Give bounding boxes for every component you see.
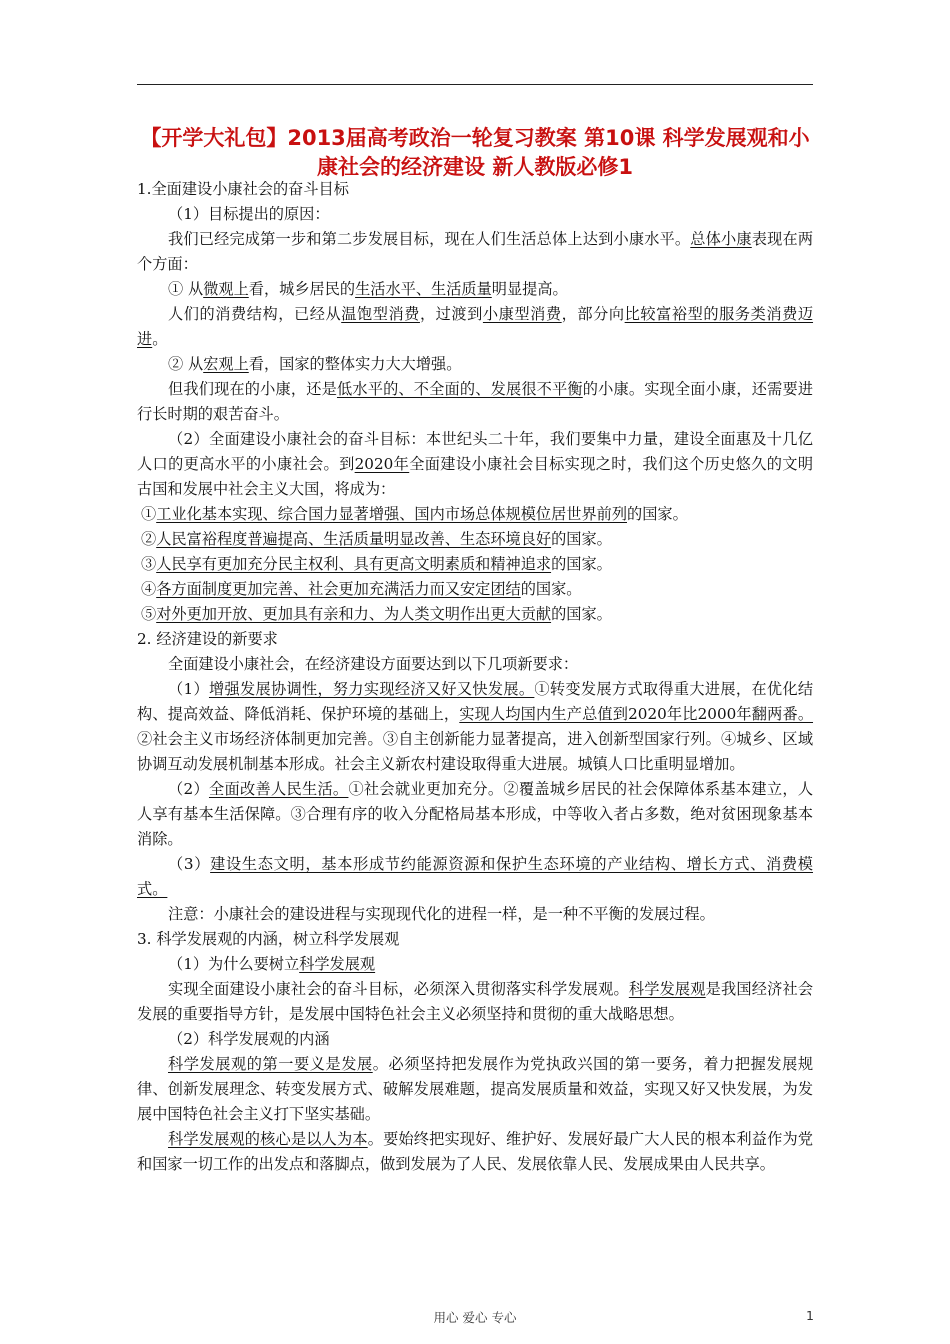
text-run: 表现在两个方面： (137, 230, 814, 273)
text-run: 的小康。实现全面小康，还需要进行长时期的艰苦奋斗。 (137, 380, 814, 423)
text-run: 。 (152, 330, 168, 348)
text-run: ② 从 (168, 355, 204, 373)
underlined-phrase: 全面改善人民生活。 (208, 780, 349, 798)
body-paragraph (137, 527, 813, 552)
underlined-phrase: 温饱型消费 (341, 305, 420, 323)
underlined-phrase: 建设生态文明，基本形成节约能源资源和保护生态环境的产业结构、增长方式、消费模式。 (137, 855, 813, 898)
underlined-phrase: 微观上 (203, 280, 249, 298)
underlined-phrase: 实现人均国内生产总值到2020年比2000年翻两番。 (459, 705, 814, 723)
underlined-phrase: 工业化基本实现、综合国力显著增强、国内市场总体规模位居世界前列 (156, 505, 627, 523)
document-body (137, 177, 813, 1177)
body-paragraph (137, 902, 813, 927)
section-heading (137, 927, 813, 952)
body-paragraph (137, 1052, 813, 1127)
body-paragraph (137, 427, 813, 502)
text-run: ④ (141, 580, 157, 598)
text-run: （1）目标提出的原因： (168, 205, 330, 223)
text-run: 。必须坚持把发展作为党执政兴国的第一要务，着力把握发展规律、创新发展理念、转变发展方式、破解发展难题，提高发展质量和效益，实现又好又快发展，为发展中国特色社会主义打下坚实基础。 (137, 1055, 814, 1123)
body-paragraph (137, 277, 813, 302)
text-run: 注意：小康社会的建设进程与实现现代化的进程一样，是一种不平衡的发展过程。 (168, 905, 715, 923)
body-paragraph (137, 377, 813, 427)
underlined-phrase: 科学发展观的第一要义是发展 (168, 1055, 373, 1073)
body-paragraph (137, 652, 813, 677)
body-paragraph (137, 302, 813, 352)
text-run: ③ (141, 555, 157, 573)
footer-motto: 用心 爱心 专心 (433, 1310, 517, 1325)
underlined-phrase: 小康型消费 (482, 305, 562, 323)
body-paragraph (137, 977, 813, 1027)
text-run: 的国家。 (551, 530, 612, 548)
text-run: 人们的消费结构，已经从 (168, 305, 342, 323)
text-run: 全面建设小康社会目标实现之时，我们这个历史悠久的文明古国和发展中社会主义大国，将成为： (137, 455, 814, 498)
text-run: 的国家。 (520, 580, 582, 598)
text-run: 。要始终把实现好、维护好、发展好最广大人民的根本利益作为党和国家一切工作的出发点和落脚点，做到发展为了人民、发展依靠人民、发展成果由人民共享。 (137, 1130, 814, 1173)
underlined-phrase: 科学发展观的核心是以人为本 (168, 1130, 368, 1148)
text-run: ，过渡到 (419, 305, 483, 323)
text-run: 看，国家的整体实力大大增强。 (248, 355, 462, 373)
text-run: 实现全面建设小康社会的奋斗目标，必须深入贯彻落实科学发展观。 (168, 980, 629, 998)
text-run: 的国家。 (551, 605, 612, 623)
underlined-phrase: 总体小康 (690, 230, 752, 248)
body-paragraph (137, 1027, 813, 1052)
body-paragraph (137, 602, 813, 627)
body-paragraph (137, 552, 813, 577)
text-run: 1.全面建设小康社会的奋斗目标 (137, 180, 349, 198)
body-paragraph (137, 577, 813, 602)
text-run: 2. 经济建设的新要求 (137, 630, 278, 648)
underlined-phrase: 各方面制度更加完善、社会更加充满活力而又安定团结 (156, 580, 521, 598)
underlined-phrase: 比较富裕型的服务类消费迈进 (137, 305, 814, 348)
body-paragraph (137, 952, 813, 977)
underlined-phrase: 低水平的、不全面的、发展很不平衡 (336, 380, 583, 398)
underlined-phrase: 科学发展观 (299, 955, 376, 973)
text-run: （1）为什么要树立 (168, 955, 300, 973)
body-paragraph (137, 677, 813, 777)
text-run: （1） (168, 680, 209, 698)
text-run: ① 从 (168, 280, 204, 298)
text-run: 明显提高。 (491, 280, 568, 298)
text-run: ，部分向 (561, 305, 625, 323)
text-run: ①社会就业更加充分。②覆盖城乡居民的社会保障体系基本建立，人人享有基本生活保障。③合理有序的收入分配格局基本形成，中等收入者占多数，绝对贫困现象基本消除。 (137, 780, 814, 848)
text-run: 是我国经济社会发展的重要指导方针，是发展中国特色社会主义必须坚持和贯彻的重大战略思想。 (137, 980, 814, 1023)
document-title: 【开学大礼包】2013届高考政治一轮复习教案 第10课 科学发展观和小康社会的经济建设 新人教版必修1 (140, 126, 810, 179)
section-heading (137, 627, 813, 652)
text-run: 我们已经完成第一步和第二步发展目标，现在人们生活总体上达到小康水平。 (168, 230, 691, 248)
body-paragraph (137, 352, 813, 377)
text-run: ②社会主义市场经济体制更加完善。③自主创新能力显著提高，进入创新型国家行列。④城乡、区域协调互动发展机制基本形成。社会主义新农村建设取得重大进展。城镇人口比重明显增加。 (137, 730, 813, 773)
text-run: ① (141, 505, 157, 523)
body-paragraph (137, 852, 813, 902)
body-paragraph (137, 502, 813, 527)
underlined-phrase: 对外更加开放、更加具有亲和力、为人类文明作出更大贡献 (156, 605, 552, 623)
text-run: 全面建设小康社会，在经济建设方面要达到以下几项新要求： (168, 655, 579, 673)
text-run: 的国家。 (627, 505, 688, 523)
text-run: 3. 科学发展观的内涵，树立科学发展观 (137, 930, 400, 948)
body-paragraph (137, 227, 813, 277)
body-paragraph (137, 1127, 813, 1177)
text-run: 看，城乡居民的 (248, 280, 356, 298)
section-heading (137, 177, 813, 202)
page-number: 1 (806, 1308, 814, 1323)
body-paragraph (137, 777, 813, 852)
body-paragraph (137, 202, 813, 227)
text-run: （3） (168, 855, 211, 873)
underlined-phrase: 增强发展协调性，努力实现经济又好又快发展。 (208, 680, 535, 698)
text-run: ⑤ (141, 605, 157, 623)
text-run: 但我们现在的小康，还是 (168, 380, 337, 398)
header-rule (137, 84, 813, 85)
underlined-phrase: 宏观上 (203, 355, 249, 373)
underlined-phrase: 人民富裕程度普遍提高、生活质量明显改善、生态环境良好 (156, 530, 552, 548)
underlined-phrase: 2020年 (354, 455, 410, 473)
underlined-phrase: 科学发展观 (628, 980, 706, 998)
text-run: （2）全面建设小康社会的奋斗目标：本世纪头二十年，我们要集中力量，建设全面惠及十几亿人口的更高水平的小康社会。到 (137, 430, 813, 473)
underlined-phrase: 生活水平、生活质量 (355, 280, 492, 298)
text-run: （2）科学发展观的内涵 (168, 1030, 330, 1048)
text-run: （2） (168, 780, 209, 798)
text-run: ①转变发展方式取得重大进展，在优化结构、提高效益、降低消耗、保护环境的基础上， (137, 680, 814, 723)
underlined-phrase: 人民享有更加充分民主权利、具有更高文明素质和精神追求 (156, 555, 552, 573)
text-run: ② (141, 530, 157, 548)
text-run: 的国家。 (551, 555, 612, 573)
